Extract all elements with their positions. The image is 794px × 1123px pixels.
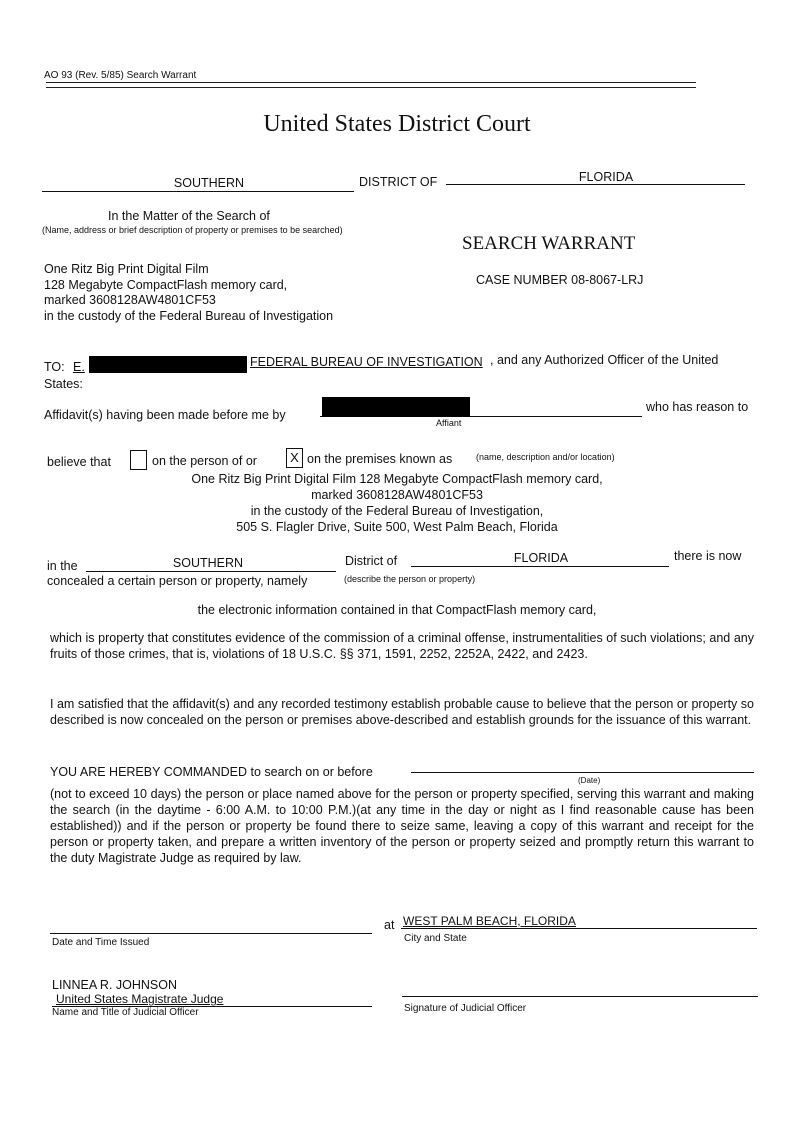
form-identifier: AO 93 (Rev. 5/85) Search Warrant	[44, 70, 197, 81]
district-state-field[interactable]	[446, 170, 745, 185]
city-state-value: WEST PALM BEACH, FLORIDA	[403, 914, 576, 928]
affidavit-rest: who has reason to	[646, 400, 749, 414]
redaction-bar	[89, 356, 247, 373]
in-state-field[interactable]	[411, 551, 669, 567]
to-continuation: States:	[44, 377, 83, 391]
matter-line: marked 3608128AW4801CF53	[44, 293, 216, 307]
at-label: at	[384, 918, 395, 932]
matter-line: in the custody of the Federal Bureau of Investigation	[44, 308, 334, 323]
district-of-label: DISTRICT OF	[359, 175, 438, 189]
matter-line: One Ritz Big Print Digital Film	[44, 262, 209, 276]
matter-description	[44, 262, 333, 324]
in-state-value: FLORIDA	[513, 551, 569, 565]
premises-block	[0, 471, 794, 535]
person-checkbox[interactable]	[130, 450, 147, 470]
concealed-instruction: (describe the person or property)	[344, 574, 476, 584]
redaction-bar	[322, 397, 470, 417]
premises-line: in the custody of the Federal Bureau of Investigation,	[250, 504, 544, 518]
to-name: E.	[73, 360, 85, 374]
in-district-value: SOUTHERN	[172, 556, 244, 570]
there-is-now: there is now	[674, 549, 742, 563]
matter-instruction: (Name, address or brief description of property or premises to be searched)	[42, 225, 343, 235]
to-rest: , and any Authorized Officer of the United	[490, 353, 719, 367]
district-of-label-2: District of	[345, 554, 398, 568]
officer-title: United States Magistrate Judge	[56, 992, 224, 1006]
paragraph-command: (not to exceed 10 days) the person or place named above for the person or property specified, serving this warrant and making the search (in the daytime - 6:00 A.M. to 10:00 P.M.)(at any time in the day or night as I find reasonable cause has been established)) and if the person or property be found there to seize same, leaving a copy of this warrant and receipt for the person or property taken, and prepare a written inventory of the person or property seized and promptly return this warrant to the duty Magistrate Judge as required by law.	[50, 787, 754, 865]
believe-text: believe that	[47, 455, 111, 469]
person-text: on the person of or	[152, 454, 257, 468]
concealed-text: concealed a certain person or property, namely	[47, 574, 308, 588]
to-agency: FEDERAL BUREAU OF INVESTIGATION	[250, 355, 483, 369]
district-name-field[interactable]	[42, 176, 354, 192]
case-number: CASE NUMBER 08-8067-LRJ	[476, 273, 644, 287]
premises-instruction: (name, description and/or location)	[476, 452, 615, 462]
property-description: the electronic information contained in that CompactFlash memory card,	[197, 603, 597, 617]
signature-label: Signature of Judicial Officer	[404, 1003, 527, 1014]
date-label: (Date)	[578, 776, 601, 785]
date-field[interactable]	[411, 758, 754, 773]
premises-checkbox-mark: X	[290, 450, 299, 465]
officer-name: LINNEA R. JOHNSON	[52, 978, 178, 992]
paragraph-satisfied: I am satisfied that the affidavit(s) and any recorded testimony establish probable cause to believe that the person or property so described is now concealed on the person or premises above-described and establish grounds for the issuance of this warrant.	[50, 697, 754, 727]
command-text: YOU ARE HEREBY COMMANDED to search on or before	[50, 765, 373, 779]
date-time-issued-field[interactable]	[50, 919, 372, 934]
header-double-rule	[46, 82, 696, 88]
matter-line: 128 Megabyte CompactFlash memory card,	[44, 277, 288, 292]
premises-text: on the premises known as	[307, 452, 453, 466]
premises-line: marked 3608128AW4801CF53	[311, 488, 483, 502]
in-district-field[interactable]	[86, 556, 336, 572]
to-label: TO:	[44, 360, 65, 374]
warrant-title: SEARCH WARRANT	[462, 233, 636, 254]
signature-field[interactable]	[402, 982, 758, 997]
matter-heading: In the Matter of the Search of	[108, 209, 270, 223]
name-title-label: Name and Title of Judicial Officer	[52, 1007, 199, 1018]
officer-title-field[interactable]	[52, 992, 372, 1007]
court-title: United States District Court	[263, 111, 531, 137]
district-state-value: FLORIDA	[578, 170, 634, 184]
district-name-value: SOUTHERN	[173, 176, 245, 190]
premises-line: One Ritz Big Print Digital Film 128 Megabyte CompactFlash memory card,	[191, 472, 603, 486]
city-state-label: City and State	[404, 933, 467, 944]
city-state-field[interactable]	[401, 914, 757, 929]
premises-line: 505 S. Flagler Drive, Suite 500, West Palm Beach, Florida	[236, 520, 558, 534]
date-time-label: Date and Time Issued	[52, 937, 150, 948]
affiant-label: Affiant	[436, 418, 462, 428]
premises-checkbox[interactable]	[286, 448, 303, 468]
affidavit-text: Affidavit(s) having been made before me by	[44, 408, 286, 422]
in-the-label: in the	[47, 559, 78, 573]
paragraph-evidence: which is property that constitutes evidence of the commission of a criminal offense, instrumentalities of such violations; and any fruits of those crimes, that is, violations of 18 U.S.C. §§ 371, 1591, 2252, 2252A, 2422, and 2423.	[50, 631, 754, 661]
